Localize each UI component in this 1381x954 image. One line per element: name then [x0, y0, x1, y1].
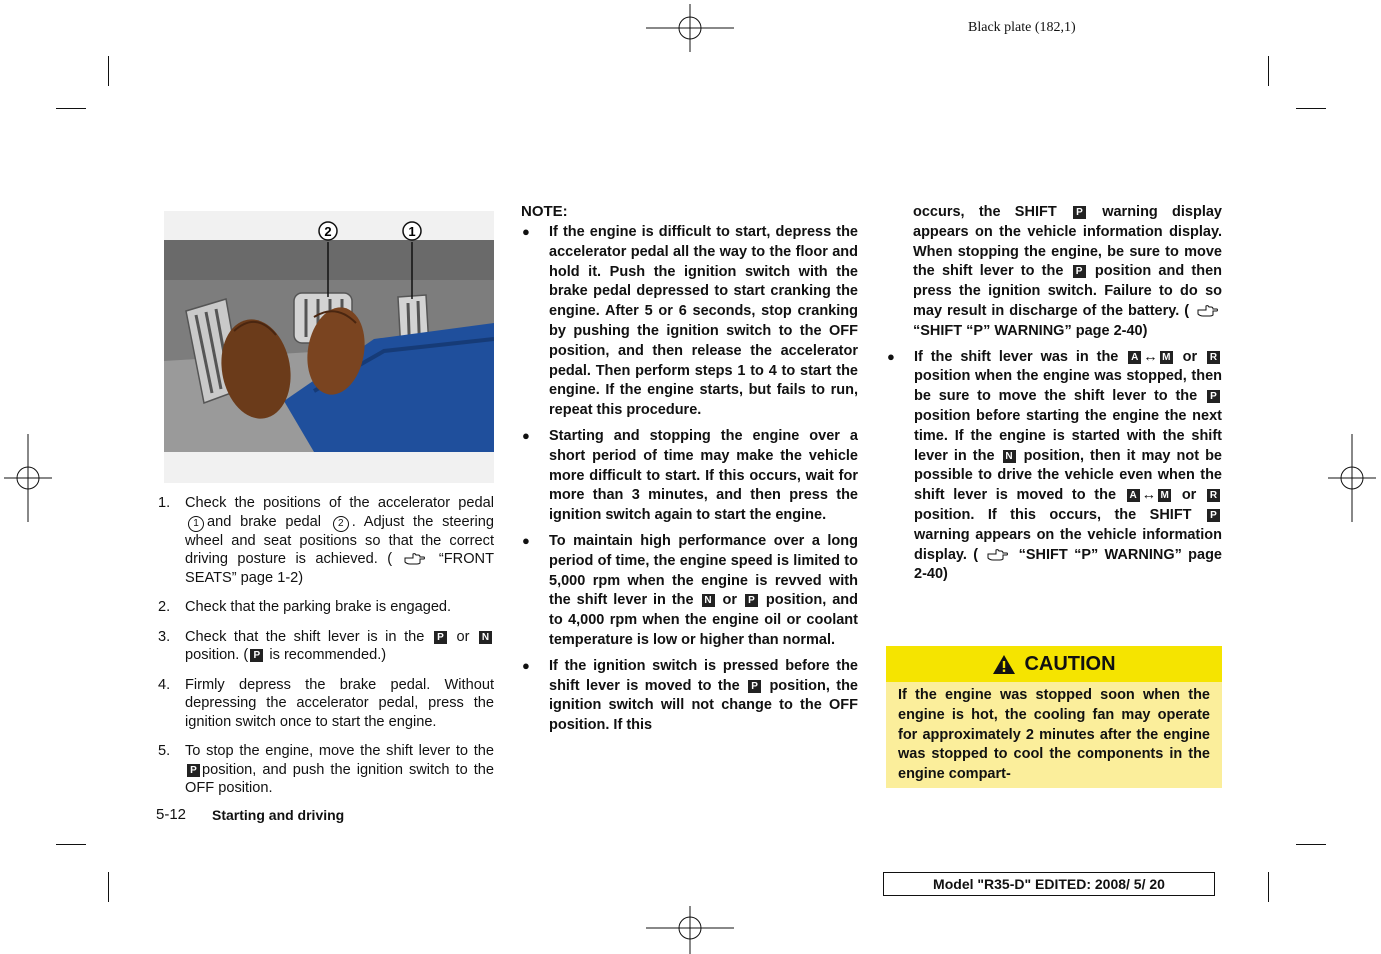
- model-edit-box: Model "R35-D" EDITED: 2008/ 5/ 20: [883, 872, 1215, 896]
- crop-mark: [1268, 56, 1269, 86]
- registration-mark-icon: [646, 906, 734, 954]
- gear-a-icon: A: [1128, 351, 1141, 364]
- warning-triangle-icon: [992, 654, 1016, 675]
- continued-paragraph: occurs, the SHIFT P warning display appears on the vehicle information display. When stopping the engine, be sure to move the shift lever to the P position and then press the ignition switch. Failure to do so may result in discharge of the battery. ( “SHIFT “P” WARNING” page 2-40): [913, 204, 1222, 339]
- crop-mark: [1268, 872, 1269, 902]
- caution-box: [886, 646, 1222, 788]
- note-section: [521, 203, 858, 742]
- registration-mark-icon: [4, 434, 52, 522]
- reference-hand-icon: [404, 552, 426, 565]
- starting-steps-list: [156, 494, 494, 809]
- list-item: 1. Check the positions of the accelerator pedal 1 and brake pedal 2 . Adjust the steering wheel and seat positions so that the correct driving posture is achieved. ( “FRONT SEATS” page 1-2): [158, 495, 494, 586]
- page-number: 5-12: [156, 806, 187, 823]
- list-item: 2. Check that the parking brake is engaged.: [158, 599, 452, 615]
- caution-header: [886, 646, 1222, 682]
- gear-p-icon: P: [745, 594, 758, 607]
- gear-n-icon: N: [479, 631, 492, 644]
- reference-hand-icon: [1197, 304, 1219, 317]
- list-item: ● If the ignition switch is pressed before the shift lever is moved to the P position, the ignition switch will not change to the OFF position. If this: [522, 657, 858, 734]
- gear-p-icon: P: [1073, 265, 1086, 278]
- note-bullet-list: [886, 348, 1222, 586]
- registration-mark-icon: [646, 4, 734, 52]
- list-item: ● If the engine is difficult to start, depress the accelerator pedal all the way to the floor and hold it. Push the ignition switch with the brake pedal depressed to start cranking the engine. After 5 or 6 seconds, stop cranking by pushing the ignition switch to the OFF position, and then release the accelerator pedal. Then perform steps 1 to 4 to start the engine. If the engine starts, but fails to run, repeat this procedure.: [522, 224, 858, 419]
- callout-2-label: 2: [324, 224, 332, 239]
- gear-p-icon: P: [1207, 509, 1220, 522]
- crop-mark: [108, 872, 109, 902]
- callout-1-badge: 1: [188, 516, 204, 532]
- gear-n-icon: N: [1003, 450, 1016, 463]
- callout-1-label: 1: [408, 224, 416, 239]
- list-item: 4. Firmly depress the brake pedal. Without depressing the accelerator pedal, press the ignition switch once to start the engine.: [158, 676, 494, 730]
- reference-hand-icon: [987, 548, 1009, 561]
- caution-title: CAUTION: [1024, 652, 1116, 675]
- gear-a-icon: A: [1127, 489, 1140, 502]
- callout-2-badge: 2: [333, 516, 349, 532]
- gear-n-icon: N: [702, 594, 715, 607]
- note-continued-section: [886, 203, 1222, 591]
- pedal-drawing: [164, 211, 494, 483]
- crop-mark: [1296, 108, 1326, 109]
- crop-mark: [56, 844, 86, 845]
- list-item: 5. To stop the engine, move the shift lever to the P position, and push the ignition switch to the OFF position.: [158, 743, 494, 796]
- section-title: Starting and driving: [212, 807, 345, 823]
- gear-m-icon: M: [1158, 489, 1171, 502]
- list-item: 3. Check that the shift lever is in the P or N position. ( P is recommended.): [156, 628, 494, 665]
- crop-mark: [108, 56, 109, 86]
- plate-label: Black plate (182,1): [968, 20, 1076, 35]
- note-title: NOTE:: [521, 203, 568, 220]
- pedal-illustration: [164, 211, 494, 483]
- gear-p-icon: P: [187, 764, 200, 777]
- list-item: ● To maintain high performance over a long period of time, the engine speed is limited to 5,000 rpm when the engine is revved with the shift lever in the N or P position, and to 4,000 rpm when the engine oil or coolant temperature is low or higher than normal.: [522, 532, 858, 648]
- gear-p-icon: P: [434, 631, 447, 644]
- gear-p-icon: P: [1207, 390, 1220, 403]
- registration-mark-icon: [1328, 434, 1376, 522]
- crop-mark: [1296, 844, 1326, 845]
- crop-mark: [56, 108, 86, 109]
- note-bullet-list: [521, 223, 858, 736]
- caution-text: If the engine was stopped soon when the engine is hot, the cooling fan may operate for approximately 2 minutes after the engine was stopped to cool the components in the engine compart-: [898, 687, 1210, 783]
- list-item: ● If the shift lever was in the A ↔ M or R position when the engine was stopped, then be sure to move the shift lever to the P position before starting the engine the next time. If the engine is started with the shift lever in the N position, then it may not be possible to drive the vehicle even when the shift lever is moved to the A ↔ M or R position. If this occurs, the SHIFT P warning appears on the vehicle information display. ( “SHIFT “P” WARNING” page 2-40): [887, 348, 1222, 583]
- gear-p-icon: P: [250, 649, 263, 662]
- gear-p-icon: P: [1073, 206, 1086, 219]
- gear-p-icon: P: [748, 680, 761, 693]
- gear-r-icon: R: [1207, 489, 1220, 502]
- gear-r-icon: R: [1207, 351, 1220, 364]
- list-item: ● Starting and stopping the engine over a short period of time may make the vehicle more difficult to start. If this occurs, wait for more than 3 minutes, and then press the ignition switch again to start the engine.: [522, 427, 858, 524]
- gear-m-icon: M: [1160, 351, 1173, 364]
